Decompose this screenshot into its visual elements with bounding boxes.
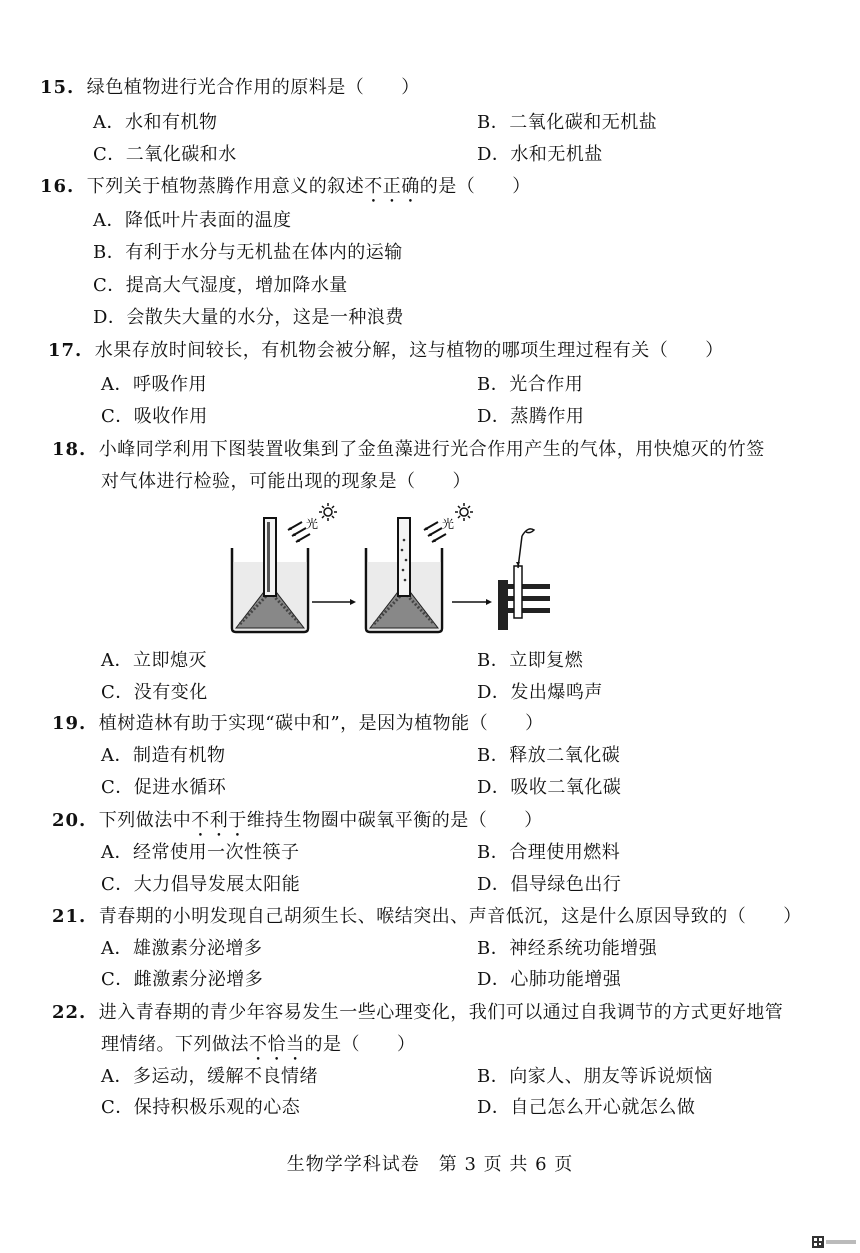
question-20-option-d[interactable]: D．倡导绿色出行	[477, 874, 622, 895]
question-21-option-d[interactable]: D．心肺功能增强	[477, 969, 622, 990]
sun-icon	[455, 503, 473, 521]
question-17-option-c[interactable]: C．吸收作用	[101, 406, 208, 427]
question-15-option-a[interactable]: A．水和有机物	[93, 112, 218, 133]
question-22-option-d[interactable]: D．自己怎么开心就怎么做	[477, 1097, 696, 1118]
photosynthesis-apparatus-figure	[200, 500, 620, 640]
question-15-option-d[interactable]: D．水和无机盐	[477, 144, 603, 165]
page-footer: 生物学学科试卷 第 3 页 共 6 页	[286, 1154, 574, 1175]
beaker-1	[232, 518, 308, 632]
emphasis-inappropriate: 不恰当	[249, 1034, 305, 1055]
emphasis-not-correct: 不正确	[364, 176, 420, 197]
question-22-option-c[interactable]: C．保持积极乐观的心态	[101, 1097, 301, 1118]
question-19-option-b[interactable]: B．释放二氧化碳	[477, 745, 621, 766]
question-16-option-c[interactable]: C．提高大气湿度，增加降水量	[93, 275, 348, 296]
question-17-option-b[interactable]: B．光合作用	[477, 374, 584, 395]
question-19-option-d[interactable]: D．吸收二氧化碳	[477, 777, 622, 798]
question-21-option-b[interactable]: B．神经系统功能增强	[477, 938, 658, 959]
question-16-stem: 16. 下列关于植物蒸腾作用意义的叙述不正确的是（ ）	[40, 176, 531, 197]
question-22-option-b[interactable]: B．向家人、朋友等诉说烦恼	[477, 1066, 713, 1087]
glowing-splint	[516, 529, 534, 568]
question-17-option-d[interactable]: D．蒸腾作用	[477, 406, 585, 427]
question-16-option-a[interactable]: A．降低叶片表面的温度	[93, 210, 292, 231]
question-15-option-c[interactable]: C．二氧化碳和水	[93, 144, 237, 165]
test-tube-rack	[498, 566, 550, 630]
question-21-option-c[interactable]: C．雌激素分泌增多	[101, 969, 264, 990]
question-16-option-b[interactable]: B．有利于水分与无机盐在体内的运输	[93, 242, 403, 263]
question-16-option-d[interactable]: D．会散失大量的水分，这是一种浪费	[93, 307, 404, 328]
question-22-stem-line1: 22. 进入青春期的青少年容易发生一些心理变化，我们可以通过自我调节的方式更好地管	[52, 1002, 784, 1023]
light-label-2: 光	[442, 517, 455, 531]
question-15-stem: 15. 绿色植物进行光合作用的原料是（ ）	[40, 77, 420, 98]
scanner-watermark-icon	[812, 1236, 856, 1248]
question-18-stem-line2: 对气体进行检验，可能出现的现象是（ ）	[101, 471, 471, 492]
question-20-stem: 20. 下列做法中不利于维持生物圈中碳氧平衡的是（ ）	[52, 810, 543, 831]
question-18-option-c[interactable]: C．没有变化	[101, 682, 208, 703]
light-label-1: 光	[306, 517, 319, 531]
question-22-stem-line2: 理情绪。下列做法不恰当的是（ ）	[101, 1034, 416, 1055]
question-19-option-a[interactable]: A．制造有机物	[101, 745, 226, 766]
question-17-stem: 17. 水果存放时间较长，有机物会被分解，这与植物的哪项生理过程有关（ ）	[48, 340, 724, 361]
question-20-option-c[interactable]: C．大力倡导发展太阳能	[101, 874, 301, 895]
question-21-option-a[interactable]: A．雄激素分泌增多	[101, 938, 263, 959]
question-18-option-a[interactable]: A．立即熄灭	[101, 650, 207, 671]
question-15-option-b[interactable]: B．二氧化碳和无机盐	[477, 112, 658, 133]
sun-icon	[319, 503, 337, 521]
question-17-option-a[interactable]: A．呼吸作用	[101, 374, 207, 395]
light-rays-1	[288, 516, 318, 542]
question-19-option-c[interactable]: C．促进水循环	[101, 777, 227, 798]
question-21-stem: 21. 青春期的小明发现自己胡须生长、喉结突出、声音低沉，这是什么原因导致的（ ）	[52, 906, 802, 927]
question-19-stem: 19. 植树造林有助于实现“碳中和”，是因为植物能（ ）	[52, 713, 544, 734]
question-20-option-b[interactable]: B．合理使用燃料	[477, 842, 621, 863]
question-20-option-a[interactable]: A．经常使用一次性筷子	[101, 842, 300, 863]
question-18-option-d[interactable]: D．发出爆鸣声	[477, 682, 603, 703]
question-18-stem-line1: 18. 小峰同学利用下图装置收集到了金鱼藻进行光合作用产生的气体，用快熄灭的竹签	[52, 439, 765, 460]
question-22-option-a[interactable]: A．多运动，缓解不良情绪	[101, 1066, 318, 1087]
light-rays-2	[424, 516, 454, 542]
emphasis-not-conducive: 不利于	[191, 810, 247, 831]
question-18-option-b[interactable]: B．立即复燃	[477, 650, 584, 671]
